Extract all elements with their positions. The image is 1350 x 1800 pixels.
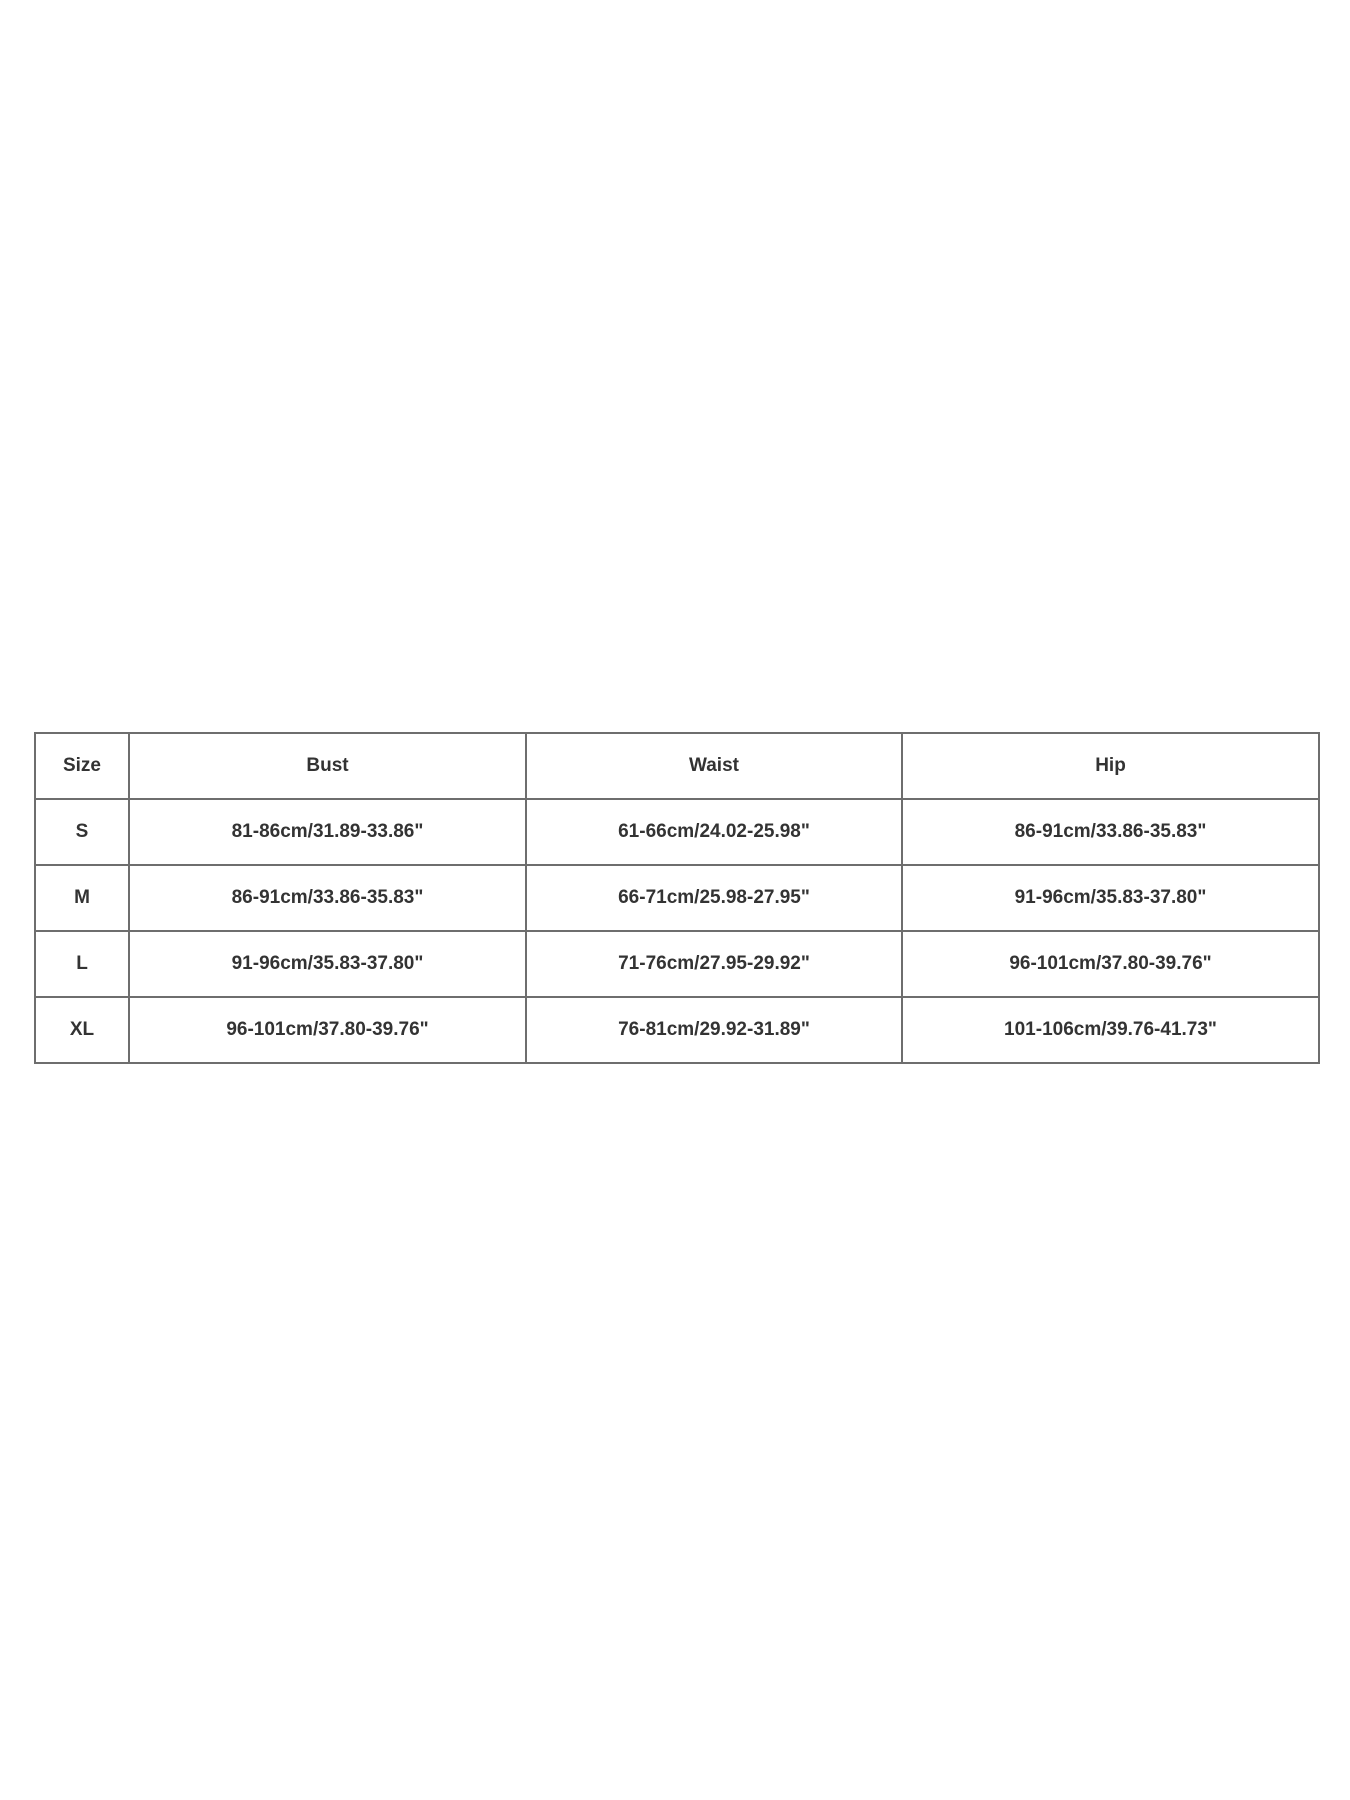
hip-cell: 91-96cm/35.83-37.80" [902,865,1319,931]
table-row [35,865,1319,931]
table-row [35,997,1319,1063]
bust-cell: 96-101cm/37.80-39.76" [129,997,526,1063]
table-row [35,799,1319,865]
hip-cell: 86-91cm/33.86-35.83" [902,799,1319,865]
header-hip: Hip [902,733,1319,799]
hip-cell: 96-101cm/37.80-39.76" [902,931,1319,997]
header-size: Size [35,733,129,799]
bust-cell: 86-91cm/33.86-35.83" [129,865,526,931]
hip-cell: 101-106cm/39.76-41.73" [902,997,1319,1063]
size-chart-table [34,732,1320,1064]
header-waist: Waist [526,733,902,799]
waist-cell: 76-81cm/29.92-31.89" [526,997,902,1063]
size-cell: XL [35,997,129,1063]
waist-cell: 66-71cm/25.98-27.95" [526,865,902,931]
bust-cell: 91-96cm/35.83-37.80" [129,931,526,997]
size-cell: M [35,865,129,931]
waist-cell: 61-66cm/24.02-25.98" [526,799,902,865]
size-cell: S [35,799,129,865]
bust-cell: 81-86cm/31.89-33.86" [129,799,526,865]
header-row [35,733,1319,799]
size-cell: L [35,931,129,997]
waist-cell: 71-76cm/27.95-29.92" [526,931,902,997]
table-row [35,931,1319,997]
header-bust: Bust [129,733,526,799]
